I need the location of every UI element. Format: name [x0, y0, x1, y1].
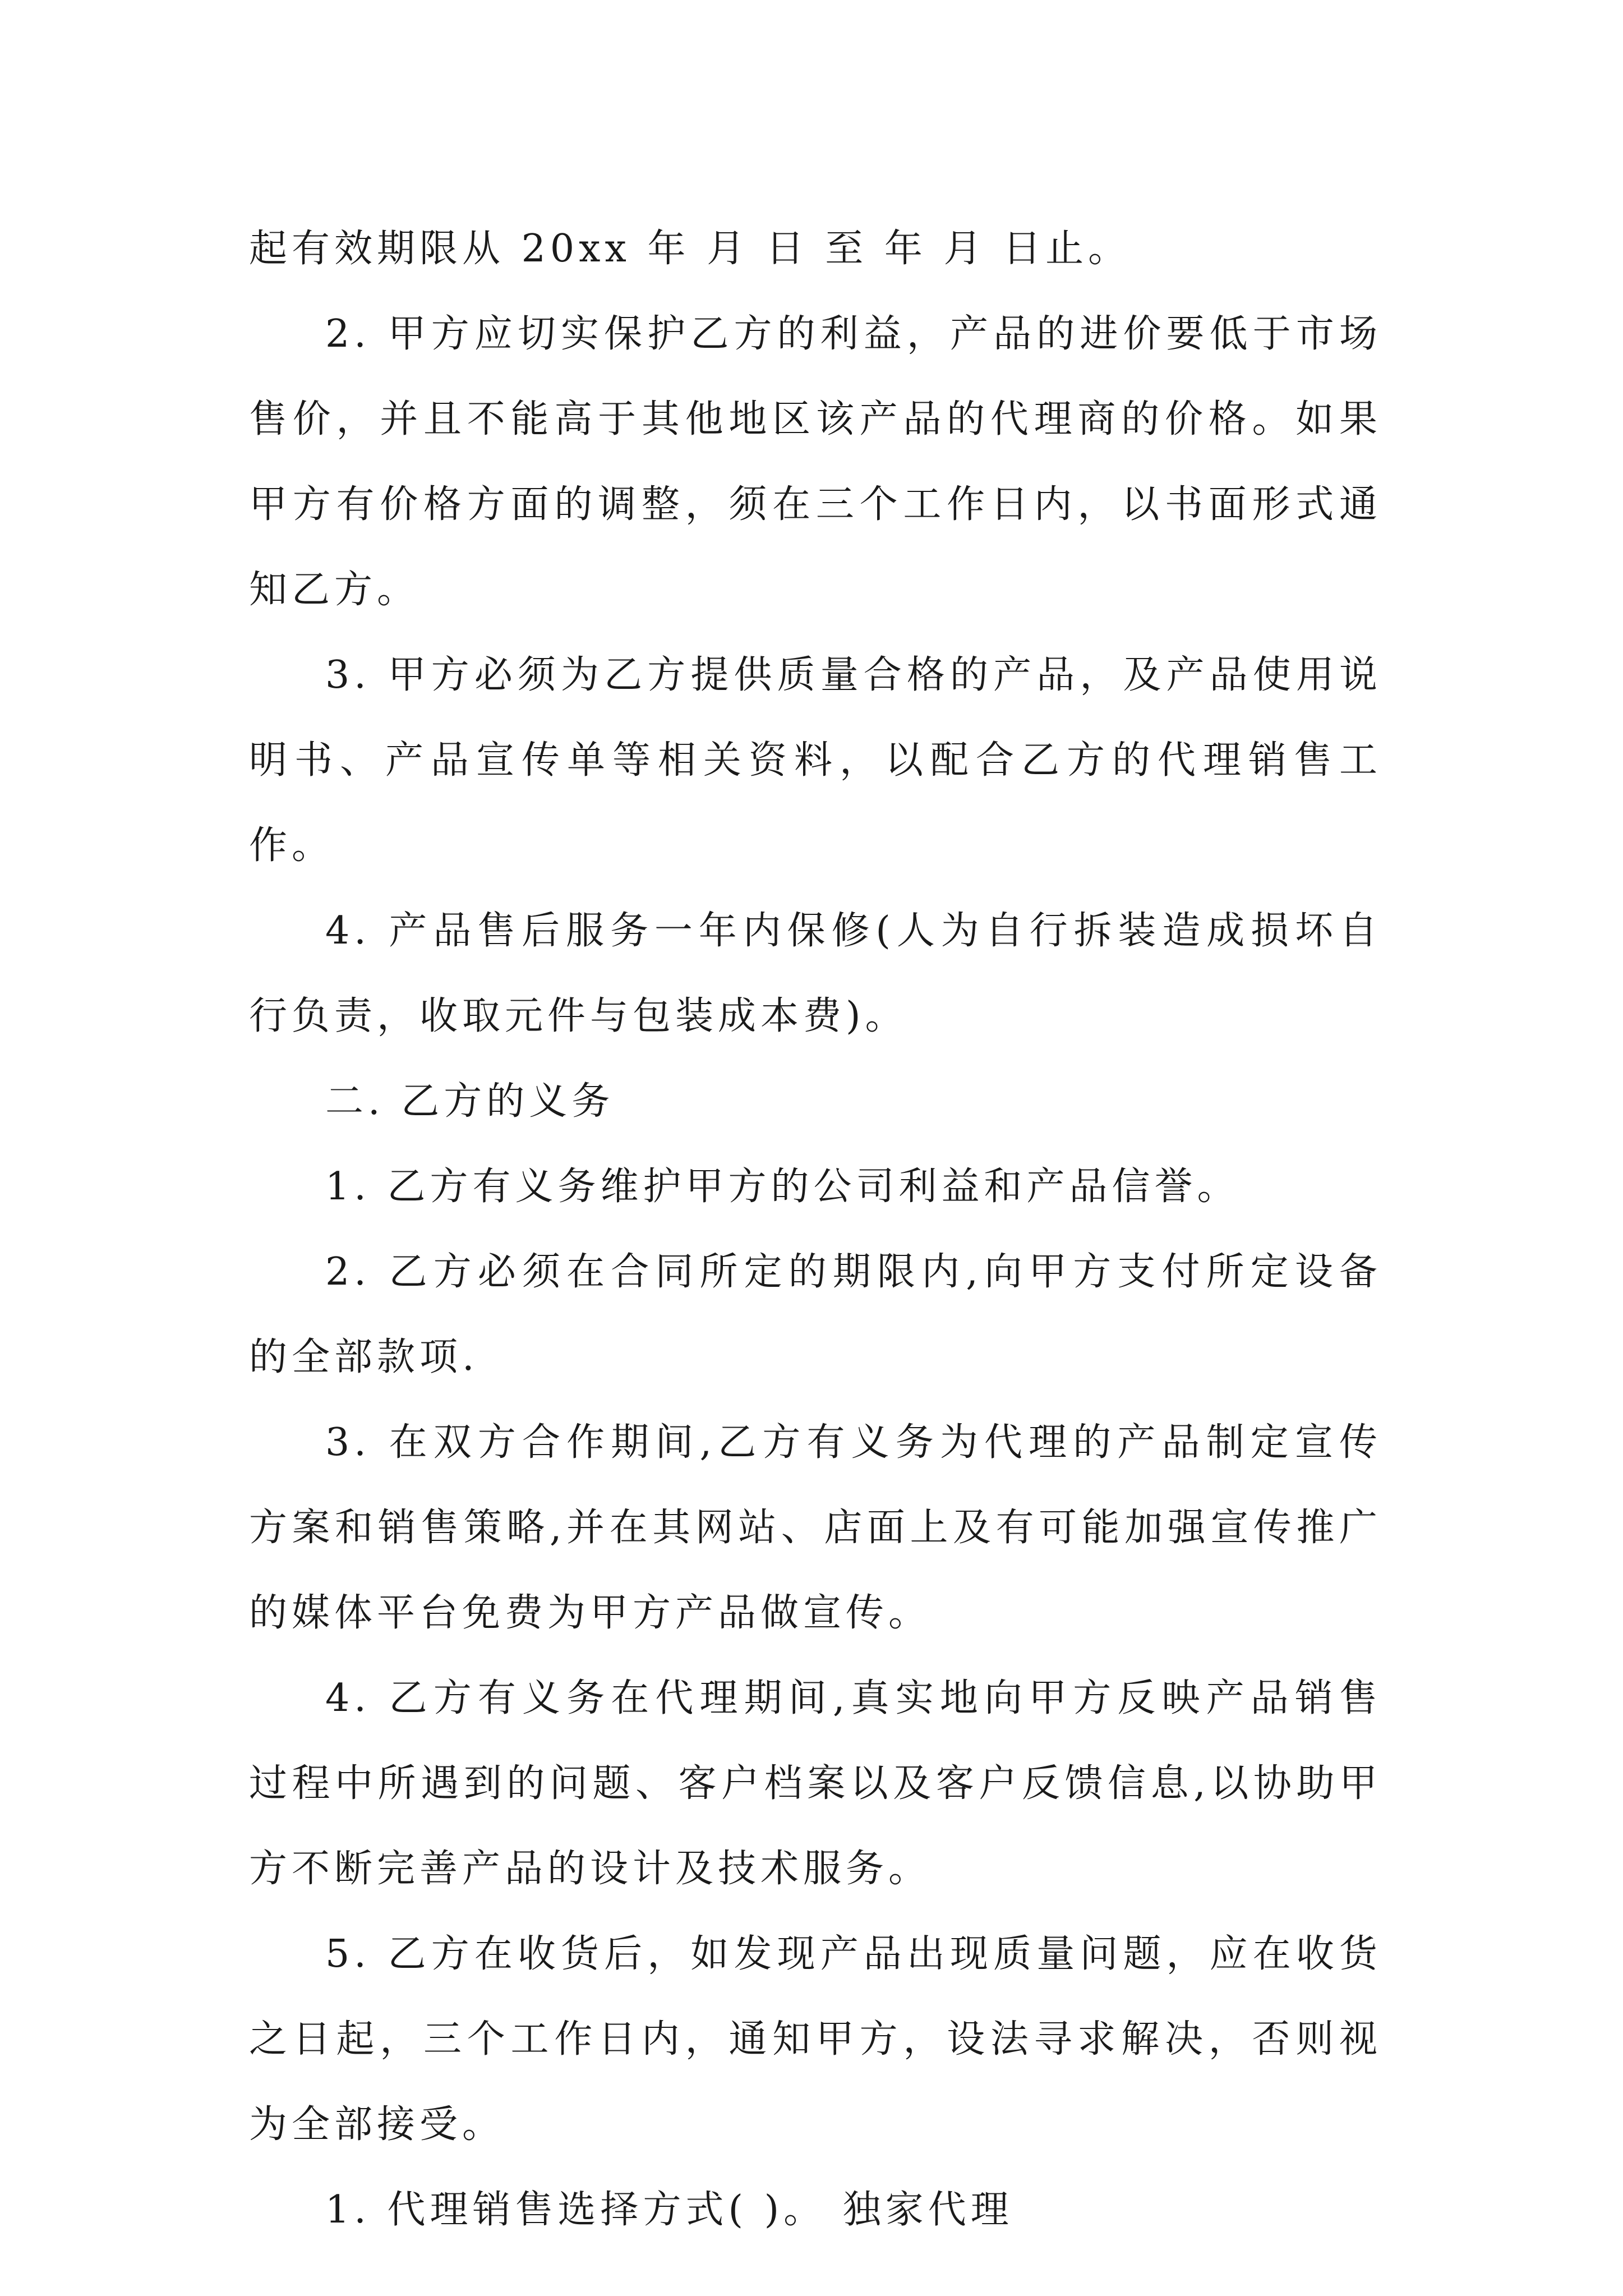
paragraph-party-b-quality-issues: 5. 乙方在收货后，如发现产品出现质量问题，应在收货之日起，三个工作日内，通知甲方，设法寻求解决，否则视为全部接受。	[249, 1932, 1382, 2147]
paragraph-validity-period: 起有效期限从 20xx 年 月 日 至 年 月 日止。	[249, 227, 1131, 271]
document-body	[249, 206, 1382, 2253]
paragraph-party-a-protect-interests: 2. 甲方应切实保护乙方的利益，产品的进价要低于市场售价，并且不能高于其他地区该产品的代理商的价格。如果甲方有价格方面的调整，须在三个工作日内，以书面形式通知乙方。	[249, 312, 1382, 612]
paragraph-party-b-maintain-reputation: 1. 乙方有义务维护甲方的公司利益和产品信誉。	[325, 1165, 1240, 1209]
paragraph-party-b-payment: 2. 乙方必须在合同所定的期限内,向甲方支付所定设备的全部款项.	[249, 1250, 1382, 1379]
section-heading-party-b-obligations: 二. 乙方的义务	[325, 1079, 615, 1124]
paragraph-party-b-feedback: 4. 乙方有义务在代理期间,真实地向甲方反映产品销售过程中所遇到的问题、客户档案以及客户反馈信息,以协助甲方不断完善产品的设计及技术服务。	[249, 1676, 1382, 1891]
paragraph-agency-mode: 1. 代理销售选择方式( )。 独家代理	[325, 2188, 1013, 2232]
paragraph-party-a-provide-products: 3. 甲方必须为乙方提供质量合格的产品，及产品使用说明书、产品宣传单等相关资料，以配合乙方的代理销售工作。	[249, 653, 1382, 868]
paragraph-party-b-promotion: 3. 在双方合作期间,乙方有义务为代理的产品制定宣传方案和销售策略,并在其网站、店面上及有可能加强宣传推广的媒体平台免费为甲方产品做宣传。	[249, 1420, 1382, 1635]
paragraph-after-sales-warranty: 4. 产品售后服务一年内保修(人为自行拆装造成损坏自行负责，收取元件与包装成本费)。	[249, 909, 1382, 1038]
